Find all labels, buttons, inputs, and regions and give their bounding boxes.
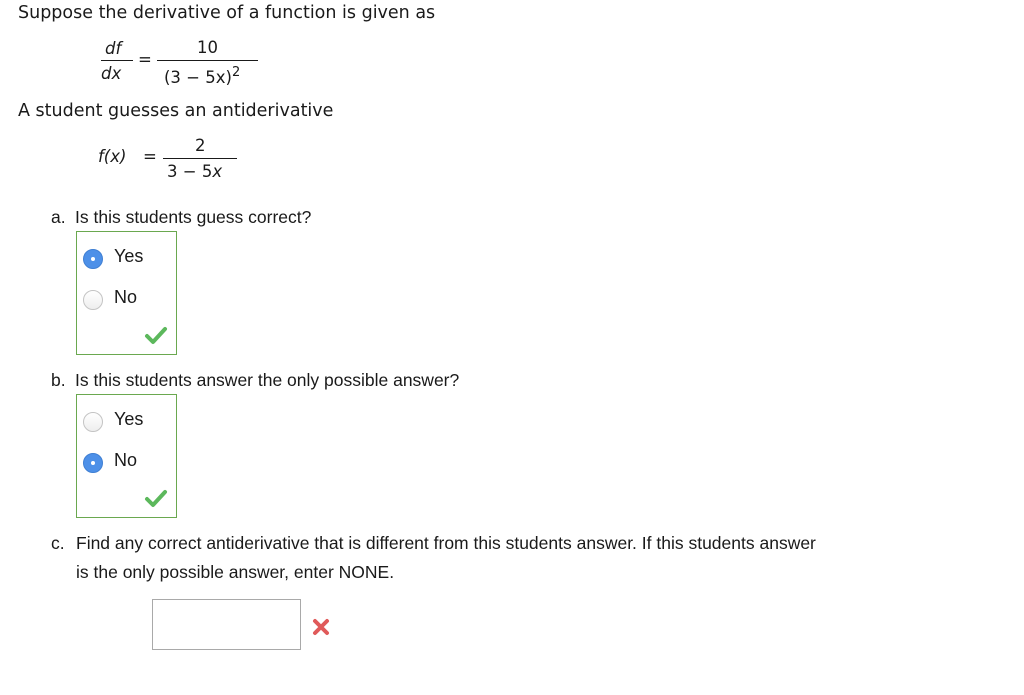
guess-equation (0, 130, 1024, 190)
part-a-marker: a. (51, 207, 66, 227)
part-b-question: Is this students answer the only possible answer? (75, 370, 460, 390)
part-a-radio-yes[interactable] (83, 249, 103, 269)
part-b-check-icon (145, 490, 167, 508)
part-b-radio-no[interactable] (83, 453, 103, 473)
derivative-equation (0, 0, 1024, 100)
guess-denominator-constant: 3 − 5 (167, 162, 213, 181)
part-b-label-yes[interactable]: Yes (114, 409, 144, 429)
part-a-radio-no[interactable] (83, 290, 103, 310)
part-b-marker: b. (51, 370, 66, 390)
part-c-cross-icon (312, 618, 330, 636)
part-a-label-yes[interactable]: Yes (114, 246, 144, 266)
derivative-rhs-exponent: 2 (231, 65, 241, 80)
derivative-rhs-fraction-bar (157, 60, 258, 61)
guess-denominator-variable: x (212, 162, 223, 181)
guess-denominator (167, 162, 222, 181)
part-b-label-no[interactable]: No (114, 450, 138, 470)
guess-intro-text: A student guesses an antiderivative (18, 101, 334, 121)
part-a-label-no[interactable]: No (114, 287, 138, 307)
part-b-radio-yes[interactable] (83, 412, 103, 432)
part-b-answer-box (76, 394, 177, 518)
part-a-question: Is this students guess correct? (75, 207, 312, 227)
part-a-answer-box (76, 231, 177, 355)
guess-fraction-bar (163, 158, 237, 159)
derivative-equals-sign: = (138, 50, 152, 69)
part-c-marker: c. (51, 533, 65, 553)
guess-lhs (98, 147, 126, 166)
derivative-rhs-numerator: 10 (197, 38, 218, 57)
part-c-question-line1: Find any correct antiderivative that is different from this students answer. If this students answer (76, 533, 816, 553)
guess-lhs-function: f(x) (98, 147, 127, 166)
guess-equals-sign: = (143, 147, 157, 166)
guess-numerator: 2 (195, 136, 206, 155)
part-a-check-icon (145, 327, 167, 345)
intro-text: Suppose the derivative of a function is given as (18, 3, 436, 23)
derivative-numerator-df: df (105, 39, 122, 58)
part-c-answer-input[interactable] (152, 599, 301, 650)
derivative-denominator-dx: dx (101, 64, 122, 83)
derivative-rhs-denominator-base: (3 − 5x) (164, 68, 232, 87)
part-c-question-line2: is the only possible answer, enter NONE. (76, 562, 395, 582)
derivative-rhs-denominator (164, 65, 240, 87)
derivative-lhs-fraction-bar (101, 60, 133, 61)
